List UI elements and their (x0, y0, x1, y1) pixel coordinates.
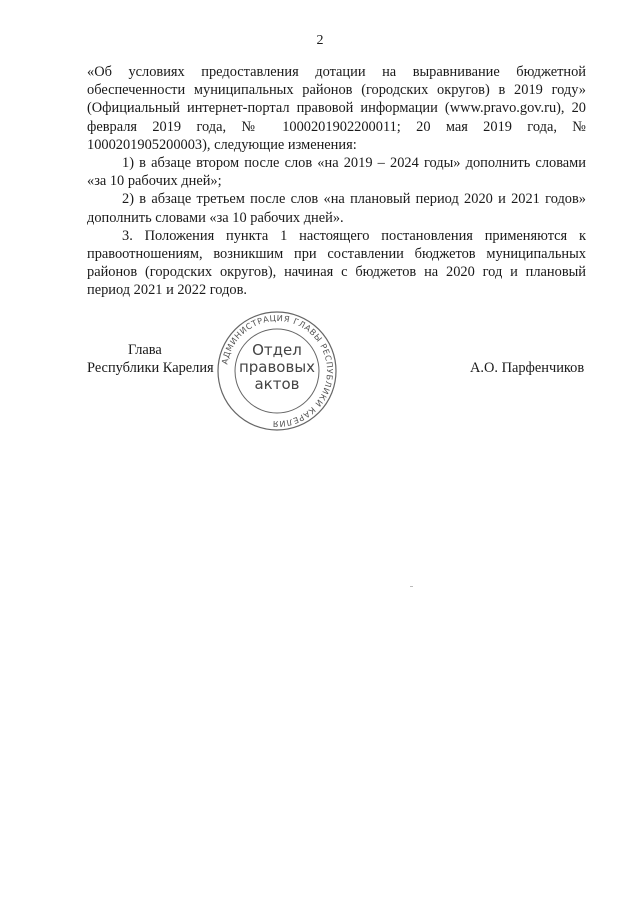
document-body (87, 63, 586, 300)
official-stamp (215, 309, 339, 433)
stamp-line-3: актов (254, 375, 300, 393)
signatory-title-line2: Республики Карелия (87, 360, 214, 376)
stamp-line-1: Отдел (252, 341, 302, 359)
page-number: 2 (316, 33, 324, 48)
paragraph-continuation: «Об условиях предоставления дотации на выравнивание бюджетной обеспеченности муниципальных районов (городских округов) в 2019 году» (Официальный интернет-портал правовой информации (www.pravo.gov.ru), 20 февраля 2019 года, № 1000201902200011; 20 мая 2019 года, № 1000201905200003), следующие изменения: (87, 64, 586, 153)
stamp-center-text (215, 342, 339, 393)
signatory-title-line1: Глава (128, 342, 162, 358)
stamp-line-2: правовых (238, 358, 316, 376)
stamp-ring-text: АДМИНИСТРАЦИЯ ГЛАВЫ РЕСПУБЛИКИ КАРЕЛИЯ (219, 312, 336, 430)
signatory-name: А.О. Парфенчиков (470, 360, 585, 376)
paragraph-item-1: 1) в абзаце втором после слов «на 2019 – 2024 годы» дополнить словами «за 10 рабочих дней»; (87, 155, 586, 190)
scan-speck (410, 586, 413, 587)
paragraph-point-3: 3. Положения пункта 1 настоящего постановления применяются к правоотношениям, возникшим при составлении бюджетов муниципальных районов (городских округов), начиная с бюджетов на 2020 год и плановый период 2021 и 2022 годов. (87, 227, 586, 299)
paragraph-item-2: 2) в абзаце третьем после слов «на плановый период 2020 и 2021 годов» дополнить словами «за 10 рабочих дней». (87, 191, 586, 226)
